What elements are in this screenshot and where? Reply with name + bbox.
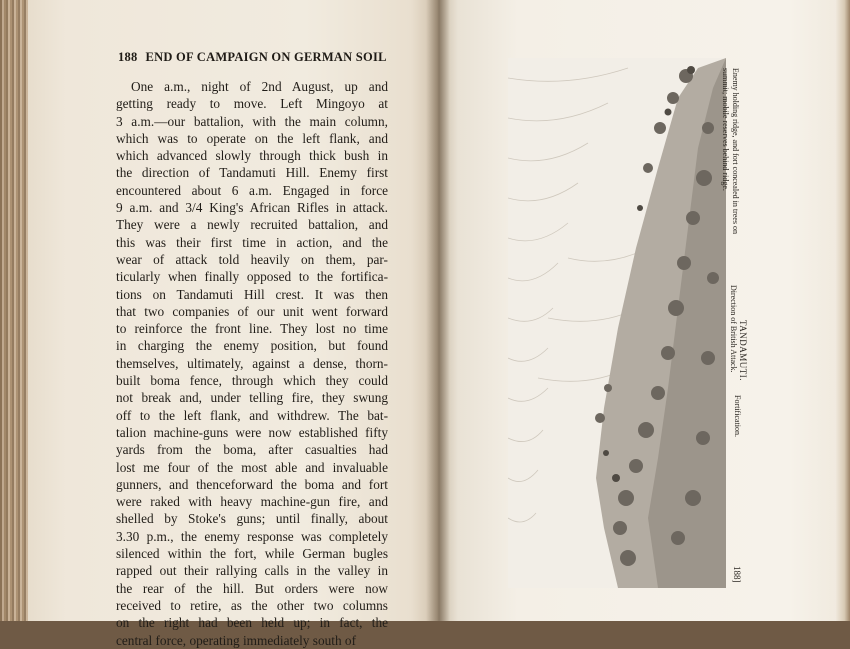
text-line: in charging the enemy position, but found	[116, 338, 388, 354]
text-line: themselves, ultimately, against a dense, thorn-	[116, 355, 388, 371]
text-line: gunners, and thenceforward the boma and fort	[116, 476, 388, 492]
text-line: wear of attack told heavily on them, par-	[116, 251, 388, 267]
text-line: received to retire, as the other two columns	[116, 597, 388, 613]
text-line: encountered about 6 a.m. Engaged in force	[116, 182, 388, 198]
text-line: They were a newly recruited battalion, and	[116, 217, 388, 233]
text-line: were raked with heavy machine-gun fire, and	[116, 494, 388, 510]
text-line: One a.m., night of 2nd August, up and	[131, 79, 388, 94]
text-line: 9 a.m. and 3/4 King's African Rifles in attack.	[116, 200, 388, 216]
text-line: this was their first time in action, and the	[116, 234, 388, 250]
text-line: ticularly when finally opposed to the fortifica-	[116, 269, 388, 285]
text-line: to reinforce the front line. They lost no time	[116, 321, 388, 337]
text-line: talion machine-guns were now established fifty	[116, 424, 388, 440]
text-line: central force, operating immediately south of	[116, 632, 356, 648]
text-line: built boma fence, through which they could	[116, 373, 388, 389]
text-line: on the right had been held up; in fact, the	[116, 615, 388, 631]
text-line: off to the left flank, and withdrew. The bat-	[116, 407, 388, 423]
text-line: yards from the boma, after casualties had	[116, 442, 388, 458]
text-line: that two companies of our unit went forward	[116, 303, 388, 319]
caption-fortification: Fortification.	[733, 395, 742, 437]
text-line: tions on Tandamuti Hill crest. It was then	[116, 286, 388, 302]
left-page-edges	[0, 0, 28, 621]
text-line: the rear of the hill. But orders were now	[116, 580, 388, 596]
tandamuti-sketch	[508, 58, 726, 588]
text-line: shelled by Stoke's guns; until finally, about	[116, 511, 388, 527]
plate-page-ref: 188]	[732, 566, 742, 583]
body-text	[116, 78, 388, 649]
plate-title: TANDAMUTI.	[738, 320, 748, 382]
text-line: not break and, under telling fire, they swung	[116, 390, 388, 406]
running-head	[118, 50, 390, 65]
text-line: which advanced slowly through thick bush in	[116, 148, 388, 164]
page-number: 188	[118, 50, 138, 64]
text-line: silenced within the fort, while German bugles	[116, 546, 388, 562]
caption-direction: Direction of British Attack.	[729, 285, 738, 373]
caption-enemy-line2: summit; mobile reserves behind ridge.	[721, 68, 730, 191]
running-head-title: END OF CAMPAIGN ON GERMAN SOIL	[145, 50, 387, 64]
text-line: which was to operate on the left flank, and	[116, 130, 388, 146]
text-line: the direction of Tandamuti Hill. Enemy first	[116, 165, 388, 181]
book-gutter	[426, 0, 450, 621]
text-line: getting ready to move. Left Mingoyo at	[116, 96, 388, 112]
text-line: lost me four of the most able and invaluable	[116, 459, 388, 475]
text-line: 3 a.m.—our battalion, with the main column,	[116, 113, 388, 129]
text-line: 3.30 p.m., the enemy response was completely	[116, 528, 388, 544]
text-line: rapped out their rallying calls in the valley in	[116, 563, 388, 579]
right-page-edge	[836, 0, 850, 621]
caption-enemy-line1: Enemy holding ridge, and fort concealed in trees on	[731, 68, 740, 234]
